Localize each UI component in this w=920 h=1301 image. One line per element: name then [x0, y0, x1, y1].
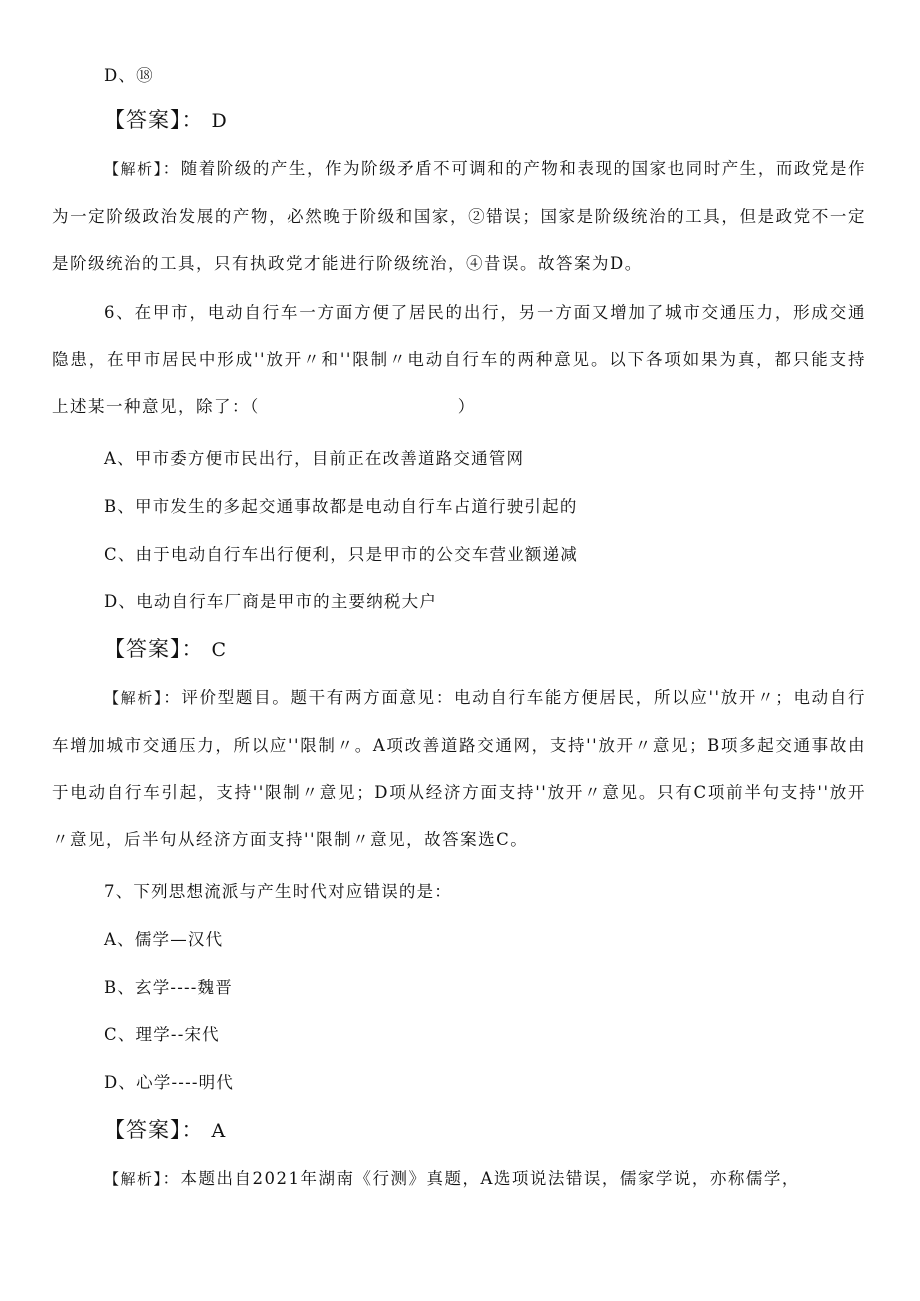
q6-stem: 6、在甲市，电动自行车一方面方便了居民的出行，另一方面又增加了城市交通压力，形成交通隐患，在甲市居民中形成''放开〃和''限制〃电动自行车的两种意见。以下各项如果为真，都只能支持上述某一种意见，除了：（ ）	[52, 303, 866, 416]
q6-answer	[104, 635, 227, 664]
answer-label: 【答案】：	[104, 108, 204, 132]
answer-label: 【答案】：	[104, 637, 204, 661]
answer-value: A	[211, 1120, 227, 1142]
q6-option-a: A、甲市委方便市民出行，目前正在改善道路交通管网	[104, 449, 525, 468]
q7-option-c: C、理学--宋代	[104, 1025, 220, 1044]
q7-analysis	[52, 1155, 866, 1203]
q6-option-d: D、电动自行车厂商是甲市的主要纳税大户	[104, 592, 438, 611]
q6-option-b: B、甲市发生的多起交通事故都是电动自行车占道行驶引起的	[104, 497, 578, 516]
prev-option-d: D、⑱	[104, 66, 154, 85]
q6-analysis	[52, 674, 866, 863]
q7-option-d: D、心学----明代	[104, 1073, 235, 1092]
analysis-text: ：本题出自2021年湖南《行测》真题，A选项说法错误，儒家学说，亦称儒学，	[162, 1169, 800, 1188]
analysis-label: 【解析】	[104, 160, 163, 178]
q7-stem: 7、下列思想流派与产生时代对应错误的是：	[104, 882, 452, 901]
analysis-label: 【解析】	[104, 689, 164, 707]
q6-option-c: C、由于电动自行车出行便利，只是甲市的公交车营业额递减	[104, 545, 579, 564]
prev-answer	[104, 106, 228, 135]
answer-value: D	[211, 110, 228, 132]
q7-option-a: A、儒学—汉代	[104, 930, 224, 949]
answer-value: C	[211, 639, 228, 661]
analysis-label: 【解析】	[104, 1170, 163, 1188]
q7-option-b: B、玄学----魏晋	[104, 978, 233, 997]
analysis-text: ：评价型题目。题干有两方面意见：电动自行车能方便居民，所以应''放开〃；电动自行车增加城市交通压力，所以应''限制〃。A项改善道路交通网，支持''放开〃意见；B项多起交通事故由于电动自行车引起，支持''限制〃意见；D项从经济方面支持''放开〃意见。只有C项前半句支持''放开〃意见，后半句从经济方面支持''限制〃意见，故答案选C。	[52, 688, 866, 849]
q7-answer	[104, 1116, 226, 1145]
prev-analysis	[52, 145, 866, 287]
analysis-text: ：随着阶级的产生，作为阶级矛盾不可调和的产物和表现的国家也同时产生，而政党是作为一定阶级政治发展的产物，必然晚于阶级和国家，②错误；国家是阶级统治的工具，但是政党不一定是阶级统治的工具，只有执政党才能进行阶级统治，④昔误。故答案为D。	[52, 159, 866, 273]
answer-label: 【答案】：	[104, 1118, 204, 1142]
